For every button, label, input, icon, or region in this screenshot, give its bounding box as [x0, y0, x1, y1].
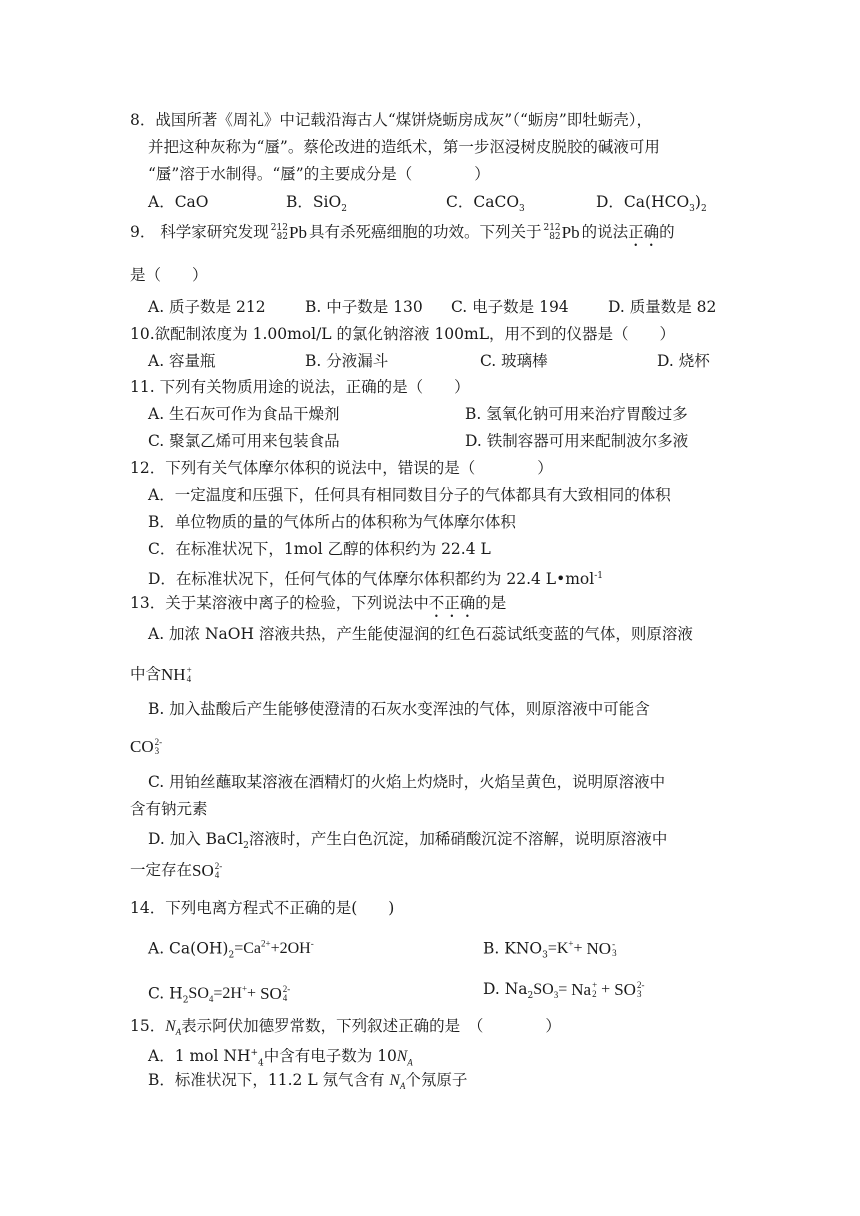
q13-line-1: 13．关于某溶液中离子的检验，下列说法中不正确的是 [130, 594, 507, 612]
q8-line-1: 8．战国所著《周礼》中记载沿海古人“煤饼烧蛎房成灰”（“蛎房”即牡蛎壳）， [130, 111, 653, 129]
q15-line-1: 15．$N_A$表示阿伏加德罗常数，下列叙述正确的是 （ ） [130, 1017, 561, 1038]
q12-option-b: B．单位物质的量的气体所占的体积称为气体摩尔体积 [148, 513, 516, 531]
q13-option-a-2: 中含NH + 4 [130, 665, 192, 684]
q13-option-c-2: 含有钠元素 [130, 800, 208, 818]
q10-option-d: D. 烧杯 [657, 352, 710, 370]
q14-option-d: D. $Na_2SO_3= Na$ + 2 + SO 2- 3 [483, 980, 645, 1002]
q12-line-1: 12．下列有关气体摩尔体积的说法中，错误的是（ ） [130, 459, 553, 477]
q12-option-c: C．在标准状况下，1mol 乙醇的体积约为 22.4 L [148, 540, 491, 558]
q11-option-c: C. 聚氯乙烯可用来包装食品 [148, 432, 340, 450]
q13-option-d-2: 一定存在SO 2- 4 [130, 861, 223, 880]
q14-option-b: B. $KNO_3=K^++$ NO - 3 [483, 939, 617, 961]
q14-option-a: A. $Ca(OH)_2=Ca^{2+}+2OH^-$ [148, 939, 314, 961]
q8-option-c: C．CaCO$_3$ [446, 193, 525, 215]
pb-nuclide-2: 212 82 Pb [543, 223, 580, 242]
q15-option-b: B．标准状况下，11.2 L 氖气含有 $N_A$个氖原子 [148, 1071, 468, 1092]
q13-option-b-2: CO 2- 3 [130, 737, 163, 756]
q8-option-d: D．$Ca(HCO_3)_2$ [596, 193, 707, 215]
q11-option-b: B. 氢氧化钠可用来治疗胃酸过多 [465, 405, 688, 423]
q13-option-c-1: C. 用铂丝蘸取某溶液在酒精灯的火焰上灼烧时，火焰呈黄色，说明原溶液中 [148, 773, 666, 791]
q13-option-b-1: B. 加入盐酸后产生能够使澄清的石灰水变浑浊的气体，则原溶液中可能含 [148, 700, 650, 718]
q11-option-d: D. 铁制容器可用来配制波尔多液 [465, 432, 689, 450]
q8-line-3: “蜃”溶于水制得。“蜃”的主要成分是（ ） [148, 165, 490, 183]
q13-option-d-1: D. 加入 BaCl$_2$溶液时，产生白色沉淀，加稀硝酸沉淀不溶解，说明原溶液中 [148, 830, 668, 852]
q11-option-a: A. 生石灰可作为食品干燥剂 [148, 405, 340, 423]
emphasis-correct: 正确 [628, 223, 660, 241]
q9-option-b: B. 中子数是 130 [305, 298, 423, 316]
q8-line-2: 并把这种灰称为“蜃”。蔡伦改进的造纸术，第一步沤浸树皮脱胶的碱液可用 [148, 138, 660, 156]
q9-line-1: 9． 科学家研究发现 212 82 Pb 具有杀死癌细胞的功效。下列关于 212 82 Pb 的说法正确的 [130, 223, 675, 242]
q9-option-c: C. 电子数是 194 [451, 298, 569, 316]
q9-option-a: A. 质子数是 212 [148, 298, 266, 316]
q12-option-d: D．在标准状况下，任何气体的气体摩尔体积都约为 22.4 L•mol$^{-1}$ [148, 570, 603, 589]
q8-option-b: B．SiO$_2$ [286, 193, 347, 215]
q10-line-1: 10.欲配制浓度为 1.00mol/L 的氯化钠溶液 100mL，用不到的仪器是（ ） [130, 325, 676, 343]
q9-option-d: D. 质量数是 82 [608, 298, 717, 316]
q14-line-1: 14．下列电离方程式不正确的是( ) [130, 899, 395, 917]
q10-option-a: A. 容量瓶 [148, 352, 216, 370]
emphasis-incorrect: 不正确 [428, 594, 476, 612]
q10-option-c: C. 玻璃棒 [480, 352, 548, 370]
q11-line-1: 11. 下列有关物质用途的说法，正确的是（ ） [130, 378, 470, 396]
q13-option-a-1: A. 加浓 NaOH 溶液共热，产生能使湿润的红色石蕊试纸变蓝的气体，则原溶液 [148, 625, 693, 643]
pb-nuclide: 212 82 Pb [270, 223, 307, 242]
q9-line-2: 是（ ） [130, 266, 208, 284]
q14-option-c: C. $H_2SO_4=2H^++$ SO 2- 4 [148, 984, 291, 1006]
q10-option-b: B. 分液漏斗 [305, 352, 389, 370]
q15-option-a: A．1 mol $NH^+_4$中含有电子数为 $10N_A$ [148, 1047, 413, 1069]
q8-option-a: A．CaO [148, 193, 209, 211]
q12-option-a: A．一定温度和压强下，任何具有相同数目分子的气体都具有大致相同的体积 [148, 486, 671, 504]
